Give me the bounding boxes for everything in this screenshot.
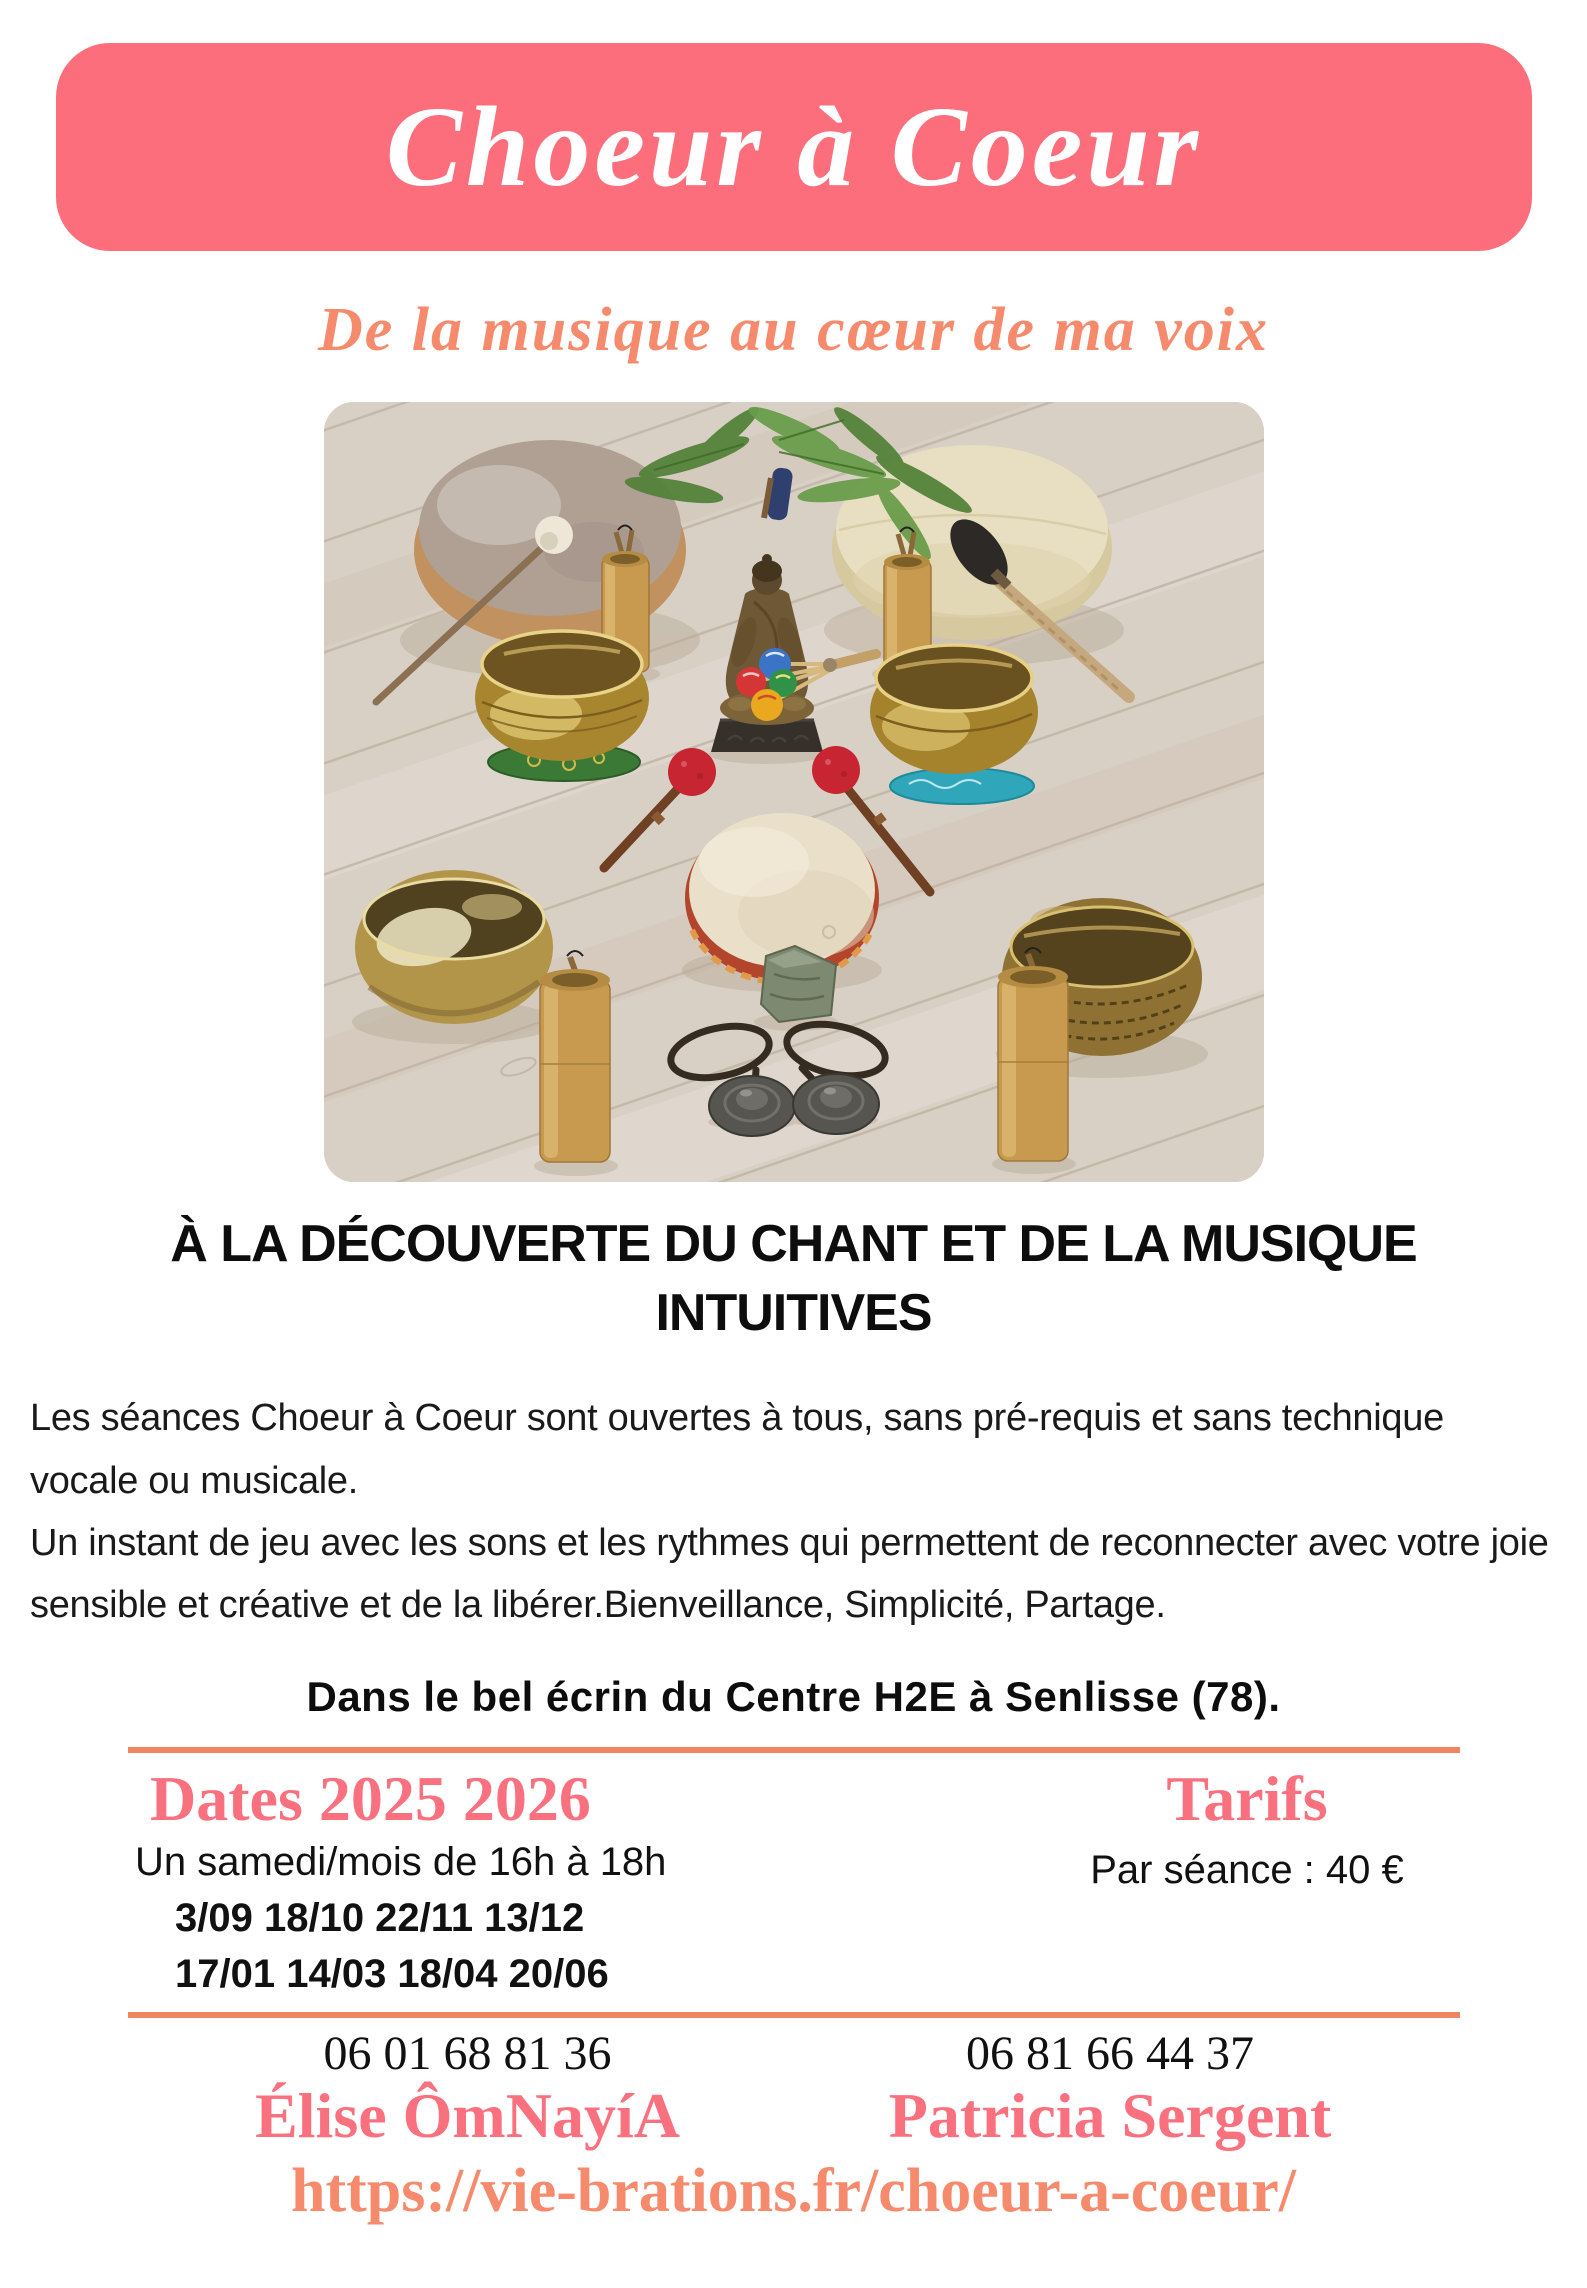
contact-elise-phone: 06 01 68 81 36 [323, 2026, 612, 2080]
poster-subtitle: De la musique au cœur de ma voix [318, 296, 1269, 364]
contact-elise-name: Élise ÔmNayíA [255, 2080, 680, 2152]
tarifs-price: Par séance : 40 € [1090, 1847, 1404, 1892]
contact-patricia-phone: 06 81 66 44 37 [966, 2026, 1254, 2080]
dates-schedule: Un samedi/mois de 16h à 18h [135, 1839, 667, 1884]
website-link[interactable]: https://vie-brations.fr/choeur-a-coeur/ [290, 2157, 1297, 2226]
instruments-photo [324, 402, 1264, 1182]
dates-column [95, 1762, 667, 1998]
dates-row-2026: 17/01 14/03 18/04 20/06 [175, 1951, 609, 1996]
description-paragraph-2: Un instant de jeu avec les sons et les rythmes qui permettent de reconnecter avec votre joie sensible et créative et de la libérer.Bienveillance, Simplicité, Partage. [30, 1521, 1549, 1627]
description [30, 1387, 1557, 1636]
title-banner [56, 43, 1532, 251]
main-heading-line2: INTUITIVES [655, 1283, 932, 1342]
contact-elise [185, 2028, 750, 2152]
contact-patricia [805, 2028, 1415, 2152]
contact-patricia-name: Patricia Sergent [888, 2080, 1332, 2152]
singing-bowl-upper-left [475, 631, 649, 781]
dates-tarifs-section [0, 1753, 1587, 1998]
main-heading-line1: À LA DÉCOUVERTE DU CHANT ET DE LA MUSIQUE [170, 1215, 1417, 1273]
poster-title: Choeur à Coeur [385, 83, 1203, 210]
main-heading [0, 1210, 1587, 1347]
description-paragraph-1: Les séances Choeur à Coeur sont ouvertes à tous, sans pré-requis et sans technique vocale ou musicale. [30, 1397, 1444, 1502]
divider-bottom [128, 2012, 1460, 2018]
dates-title: Dates 2025 2026 [150, 1762, 591, 1834]
singing-bowl-lower-left [355, 870, 553, 1024]
dates-row-2025: 3/09 18/10 22/11 13/12 [175, 1895, 585, 1940]
contacts-section [0, 2028, 1587, 2152]
singing-bowl-upper-right [870, 645, 1038, 804]
bamboo-chime-lower-left [540, 951, 610, 1162]
bamboo-chime-lower-right [998, 948, 1068, 1161]
tarifs-column [987, 1762, 1507, 1894]
website-url-container [0, 2154, 1587, 2228]
tarifs-title: Tarifs [1166, 1762, 1328, 1834]
venue-line: Dans le bel écrin du Centre H2E à Senlisse (78). [306, 1672, 1281, 1720]
photo-illustration [324, 402, 1264, 1182]
